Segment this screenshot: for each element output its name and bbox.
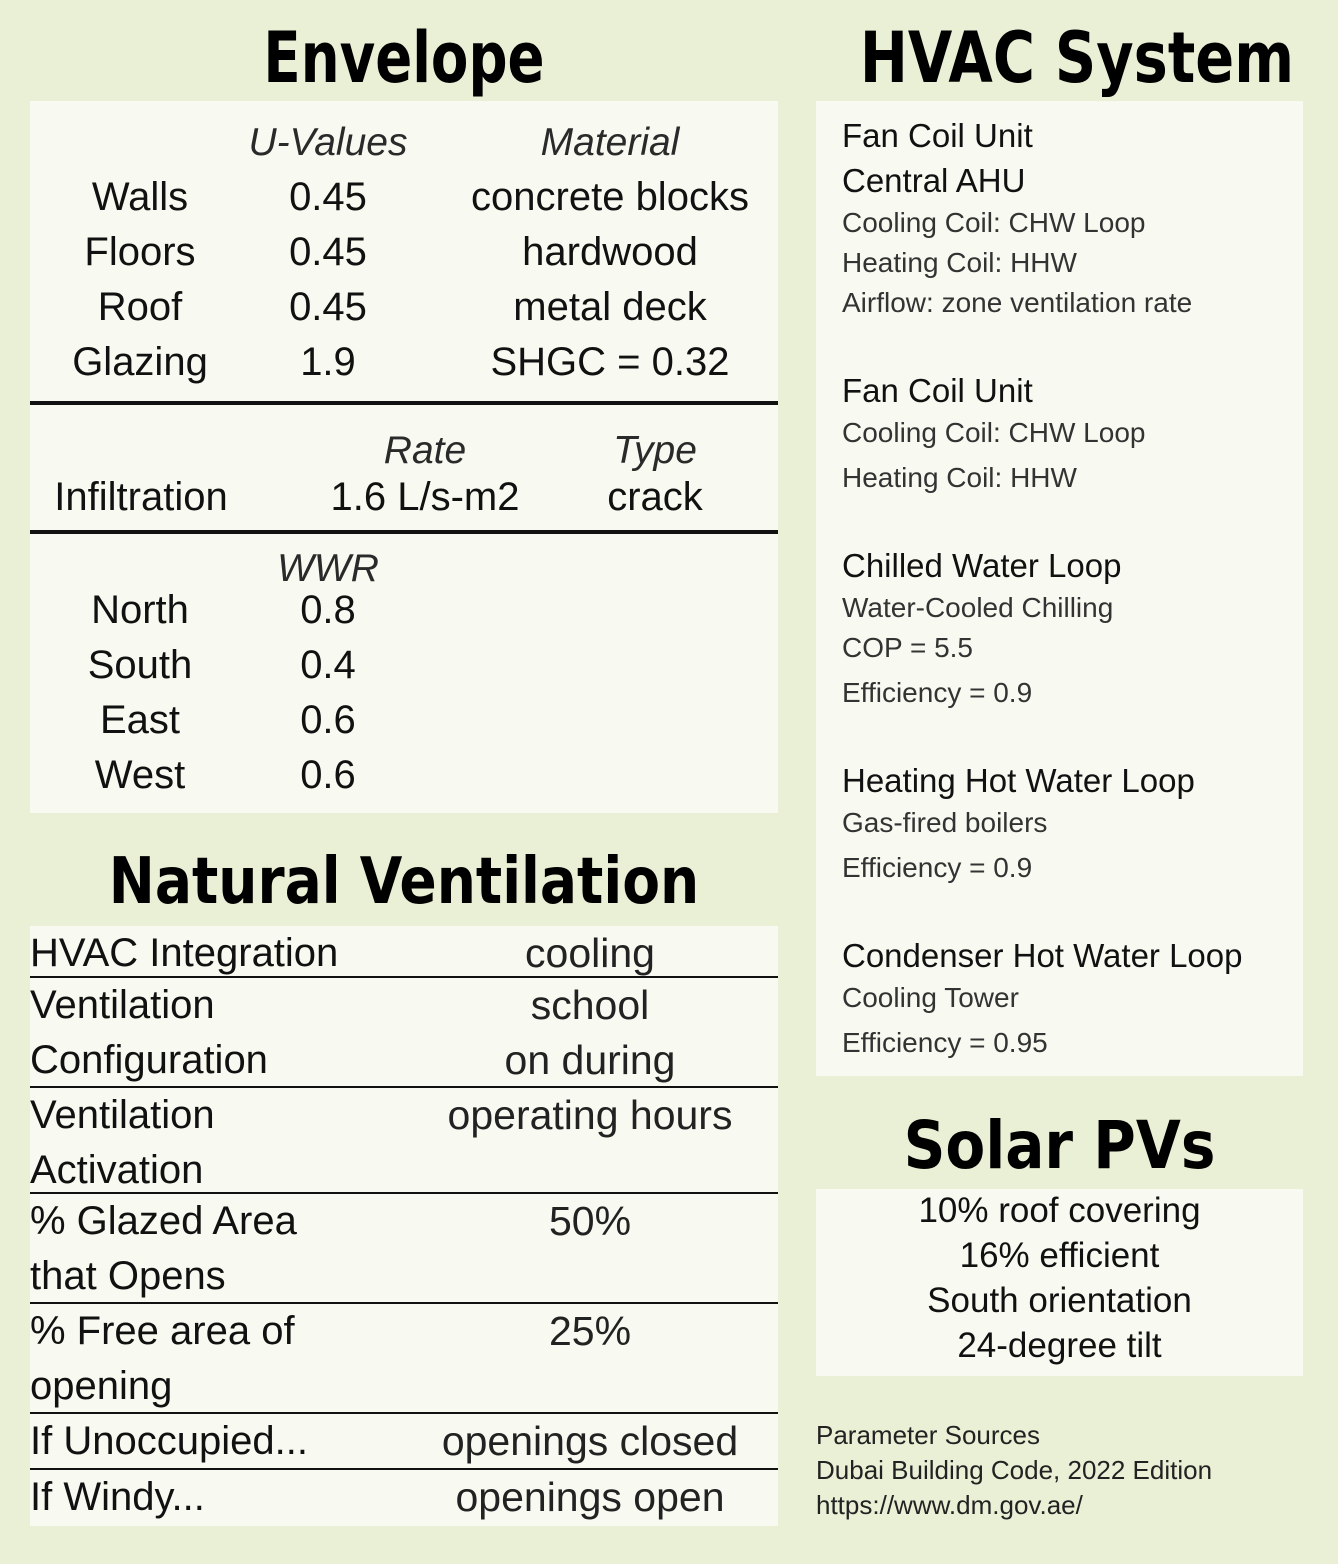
hvac-component-title: Condenser Hot Water Loop (842, 937, 1243, 974)
envelope-row-u-value: 0.45 (289, 285, 367, 329)
infiltration-label: Infiltration (54, 475, 228, 519)
natvent-value: operating hours (447, 1092, 733, 1138)
hvac-component-title: Fan Coil Unit (842, 372, 1033, 409)
envelope-row-material: SHGC = 0.32 (490, 340, 730, 384)
sources-heading: Parameter Sources (816, 1420, 1040, 1450)
wwr-value: 0.6 (300, 753, 356, 797)
envelope-panel (30, 101, 778, 813)
wwr-orientation: South (87, 643, 193, 687)
envelope-row-u-value: 1.9 (300, 340, 356, 384)
u-values-header: U-Values (248, 121, 408, 164)
wwr-orientation: East (99, 698, 181, 742)
infiltration-type: crack (607, 475, 703, 519)
envelope-row-material: hardwood (522, 230, 698, 274)
hvac-component-detail: Cooling Coil: CHW Loop (842, 417, 1146, 448)
envelope-row-material: metal deck (513, 285, 707, 329)
natvent-value: openings open (455, 1474, 725, 1520)
solar-panel (816, 1189, 1303, 1376)
natvent-label: Ventilation Configuration (30, 983, 268, 1082)
envelope-row-u-value: 0.45 (289, 175, 367, 219)
hvac-component-detail: Water-Cooled Chilling (842, 592, 1114, 623)
hvac-system-title: HVAC System (859, 17, 1295, 99)
sources-url: https://www.dm.gov.ae/ (816, 1490, 1083, 1520)
envelope-row-label: Glazing (72, 340, 208, 384)
hvac-component-title: Heating Hot Water Loop (842, 762, 1195, 799)
natvent-label: % Glazed Area that Opens (30, 1199, 297, 1298)
natvent-row (30, 1470, 778, 1526)
infiltration-rate: 1.6 L/s-m2 (330, 475, 520, 519)
natvent-row (30, 1414, 778, 1470)
hvac-component-detail: Cooling Tower (842, 982, 1019, 1013)
wwr-value: 0.4 (300, 643, 356, 687)
natural-ventilation-title: Natural Ventilation (108, 845, 700, 919)
material-header: Material (540, 121, 680, 164)
hvac-component-detail: Gas-fired boilers (842, 807, 1048, 838)
hvac-component-detail: Cooling Coil: CHW Loop (842, 207, 1146, 238)
hvac-component-title: Central AHU (842, 162, 1026, 199)
hvac-component-detail: Efficiency = 0.9 (842, 677, 1033, 708)
natvent-row (30, 1088, 778, 1194)
natvent-value: cooling (525, 930, 655, 976)
hvac-component-detail: Heating Coil: HHW (842, 247, 1077, 278)
hvac-component-detail: Heating Coil: HHW (842, 462, 1077, 493)
hvac-component-title: Fan Coil Unit (842, 117, 1033, 154)
natural-ventilation-panel (30, 926, 778, 1526)
envelope-title: Envelope (263, 17, 545, 99)
rate-header: Rate (383, 429, 467, 472)
hvac-component-detail: Efficiency = 0.95 (842, 1027, 1048, 1058)
divider (30, 530, 778, 534)
wwr-orientation: North (91, 588, 189, 632)
natvent-label: If Unoccupied... (30, 1419, 308, 1463)
wwr-value: 0.6 (300, 698, 356, 742)
solar-pvs-title: Solar PVs (903, 1107, 1216, 1184)
wwr-header: WWR (277, 547, 379, 590)
divider (30, 401, 778, 405)
sources-citation: Dubai Building Code, 2022 Edition (816, 1455, 1213, 1485)
natvent-label: HVAC Integration (30, 931, 339, 975)
hvac-component-title: Chilled Water Loop (842, 547, 1122, 584)
hvac-component-detail: Airflow: zone ventilation rate (842, 287, 1193, 318)
natvent-value: openings closed (441, 1418, 739, 1464)
envelope-row-label: Floors (84, 230, 196, 274)
natvent-label: Ventilation Activation (30, 1093, 215, 1192)
natvent-row (30, 926, 778, 978)
hvac-panel (816, 101, 1303, 1076)
natvent-value: 50% (548, 1198, 632, 1244)
solar-spec: 24-degree tilt (957, 1326, 1162, 1365)
envelope-row-label: Walls (91, 175, 189, 219)
wwr-value: 0.8 (300, 588, 356, 632)
solar-spec: 10% roof covering (918, 1191, 1201, 1230)
envelope-row-label: Roof (97, 285, 183, 329)
natvent-label: If Windy... (30, 1475, 205, 1519)
natvent-value: school on during (504, 982, 676, 1083)
solar-spec: South orientation (927, 1281, 1192, 1320)
type-header: Type (613, 429, 697, 472)
natvent-row (30, 1194, 778, 1304)
natvent-value: 25% (548, 1308, 632, 1354)
natvent-label: % Free area of opening (30, 1309, 295, 1408)
natvent-row (30, 978, 778, 1088)
envelope-row-material: concrete blocks (471, 175, 749, 219)
solar-spec: 16% efficient (959, 1236, 1160, 1275)
wwr-orientation: West (94, 753, 186, 797)
hvac-component-detail: COP = 5.5 (842, 632, 974, 663)
natvent-row (30, 1304, 778, 1414)
hvac-component-detail: Efficiency = 0.9 (842, 852, 1033, 883)
envelope-row-u-value: 0.45 (289, 230, 367, 274)
